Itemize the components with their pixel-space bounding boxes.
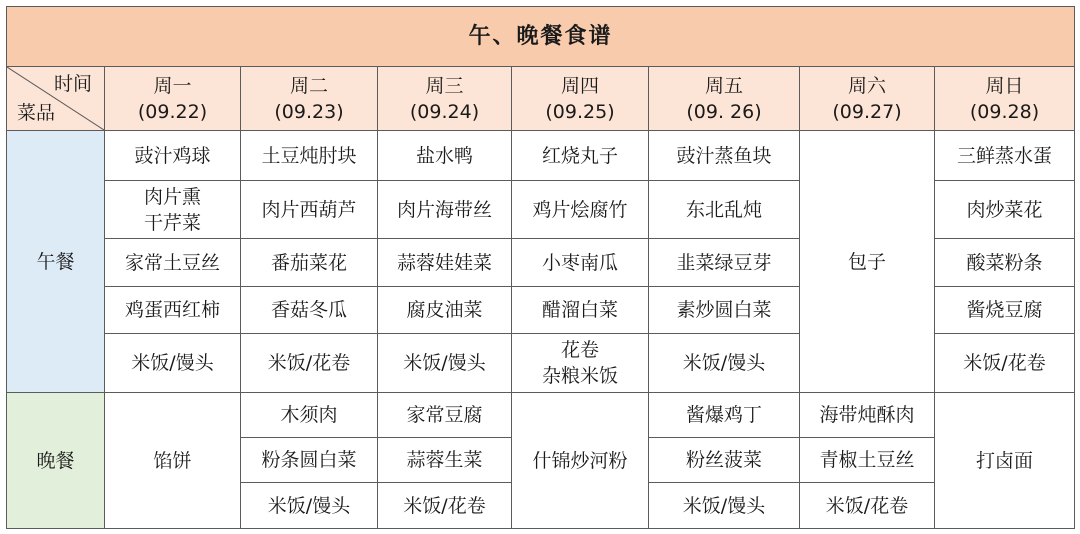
- day-header-wed: [378, 67, 512, 131]
- lunch-dish: 三鲜蒸水蛋: [935, 131, 1075, 181]
- lunch-dish: 素炒圆白菜: [649, 287, 800, 334]
- day-header-fri: [649, 67, 800, 131]
- meal-menu-table: [6, 6, 1075, 529]
- day-name: 周四: [560, 74, 599, 97]
- day-header-sun: [935, 67, 1075, 131]
- lunch-dish: 土豆炖肘块: [241, 131, 378, 181]
- lunch-staple: 米饭/馒头: [378, 334, 512, 393]
- lunch-dish: 香菇冬瓜: [241, 287, 378, 334]
- dinner-row: [7, 393, 1075, 438]
- dinner-dish: 家常豆腐: [378, 393, 512, 438]
- day-date: (09. 26): [686, 100, 762, 123]
- day-header-mon: [105, 67, 241, 131]
- lunch-dish: 鸡蛋西红柿: [105, 287, 241, 334]
- dinner-dish: 酱爆鸡丁: [649, 393, 800, 438]
- day-name: 周日: [985, 74, 1024, 97]
- lunch-dish: 肉片西葫芦: [241, 181, 378, 239]
- dinner-dish: 蒜蓉生菜: [378, 438, 512, 483]
- day-date: (09.22): [137, 100, 208, 123]
- lunch-dish: 东北乱炖: [649, 181, 800, 239]
- day-name: 周五: [704, 74, 743, 97]
- day-date: (09.23): [274, 100, 344, 123]
- dish-line: 杂粮米饭: [541, 365, 618, 387]
- lunch-dish: 蒜蓉娃娃菜: [378, 239, 512, 287]
- day-date: (09.28): [969, 100, 1040, 123]
- dinner-dish: 粉条圆白菜: [241, 438, 378, 483]
- lunch-staple: 米饭/馒头: [105, 334, 241, 393]
- day-name: 周三: [425, 74, 464, 97]
- corner-dishes-label: 菜品: [17, 102, 56, 124]
- lunch-staple: 米饭/馒头: [649, 334, 800, 393]
- dinner-staple: 米饭/花卷: [378, 483, 512, 529]
- lunch-dish: 酸菜粉条: [935, 239, 1075, 287]
- dinner-dish: 木须肉: [241, 393, 378, 438]
- lunch-label: 午餐: [7, 131, 105, 393]
- day-date: (09.24): [409, 100, 480, 123]
- lunch-dish: 酱烧豆腐: [935, 287, 1075, 334]
- lunch-staple: 米饭/花卷: [935, 334, 1075, 393]
- lunch-dish-sat: 包子: [800, 131, 935, 393]
- day-header-thu: [512, 67, 649, 131]
- lunch-dish: 豉汁蒸鱼块: [649, 131, 800, 181]
- lunch-staple: [512, 334, 649, 393]
- lunch-dish: [105, 181, 241, 239]
- dinner-staple: 米饭/馒头: [649, 483, 800, 529]
- lunch-dish: 家常土豆丝: [105, 239, 241, 287]
- day-name: 周六: [847, 74, 886, 97]
- lunch-dish: 韭菜绿豆芽: [649, 239, 800, 287]
- lunch-dish: 盐水鸭: [378, 131, 512, 181]
- lunch-dish: 醋溜白菜: [512, 287, 649, 334]
- dinner-dish-sun: 打卤面: [935, 393, 1075, 529]
- lunch-staple: 米饭/花卷: [241, 334, 378, 393]
- lunch-dish: 红烧丸子: [512, 131, 649, 181]
- dinner-dish: 青椒土豆丝: [800, 438, 935, 483]
- dinner-dish-thu: 什锦炒河粉: [512, 393, 649, 529]
- lunch-dish: 豉汁鸡球: [105, 131, 241, 181]
- dish-line: 肉片熏: [143, 185, 201, 208]
- lunch-dish: 肉炒菜花: [935, 181, 1075, 239]
- dinner-label: 晚餐: [7, 393, 105, 529]
- day-header-tue: [241, 67, 378, 131]
- dish-line: 干芹菜: [143, 211, 201, 234]
- day-header-sat: [800, 67, 935, 131]
- day-name: 周一: [153, 74, 192, 97]
- lunch-dish: 腐皮油菜: [378, 287, 512, 334]
- lunch-dish: 肉片海带丝: [378, 181, 512, 239]
- day-date: (09.27): [832, 100, 902, 123]
- dinner-dish: 粉丝菠菜: [649, 438, 800, 483]
- dinner-staple: 米饭/花卷: [800, 483, 935, 529]
- lunch-dish: 小枣南瓜: [512, 239, 649, 287]
- corner-time-label: 时间: [53, 73, 92, 95]
- dinner-dish-mon: 馅饼: [105, 393, 241, 529]
- menu-title: 午、晚餐食谱: [7, 7, 1075, 67]
- dish-line: 花卷: [560, 339, 599, 361]
- day-date: (09.25): [545, 100, 615, 123]
- dinner-staple: 米饭/馒头: [241, 483, 378, 529]
- header-corner: [7, 67, 105, 131]
- lunch-dish: 番茄菜花: [241, 239, 378, 287]
- title-row: [7, 7, 1075, 67]
- day-name: 周二: [289, 74, 328, 97]
- lunch-row: [7, 131, 1075, 181]
- lunch-dish: 鸡片烩腐竹: [512, 181, 649, 239]
- header-row: [7, 67, 1075, 131]
- dinner-dish: 海带炖酥肉: [800, 393, 935, 438]
